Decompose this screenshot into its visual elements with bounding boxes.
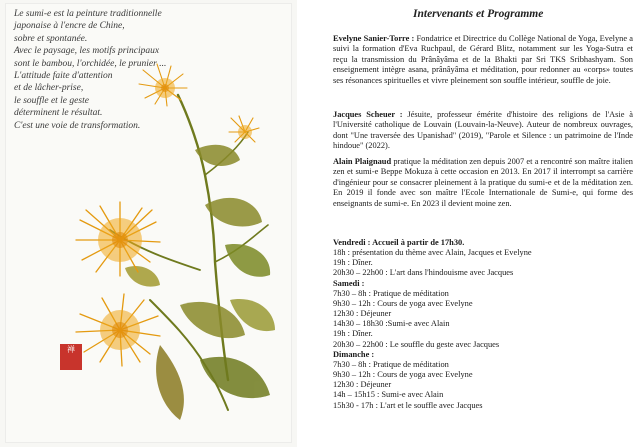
schedule-item: 12h30 : Déjeuner bbox=[333, 380, 392, 390]
bio-text: Jésuite, professeur émérite d'histoire des religions de l'Asie à l'Université catholique de Louvain (Louvain-la-Neuve). Auteur de nombreux ouvrages, dont "Une traversée des Upanishad" (2019), "Parole et Silence : un patrimoine de l'Inde hindoue" (2022). bbox=[333, 110, 633, 151]
schedule-day-heading: Samedi : bbox=[333, 278, 365, 288]
poem-text bbox=[14, 8, 214, 132]
poem-line: sobre et spontanée. bbox=[14, 33, 88, 44]
bio-alain bbox=[333, 157, 633, 209]
bio-name: Jacques Scheuer : bbox=[333, 110, 403, 119]
left-panel bbox=[0, 0, 297, 447]
poem-line: sont le bambou, l'orchidée, le prunier ... bbox=[14, 58, 167, 69]
poem-line: déterminent le résultat. bbox=[14, 108, 103, 119]
schedule-item: 20h30 – 22h00 : Le souffle du geste avec Jacques bbox=[333, 339, 500, 349]
schedule-item: 12h30 : Déjeuner bbox=[333, 309, 392, 319]
schedule-item: 9h30 – 12h : Cours de yoga avec Evelyne bbox=[333, 298, 473, 308]
poem-line: le souffle et le geste bbox=[14, 95, 89, 106]
schedule-item: 18h : présentation du thème avec Alain, Jacques et Evelyne bbox=[333, 248, 532, 258]
bio-text: Fondatrice et Directrice du Collège National de Yoga, Evelyne a suivi la formation d'Eva Ruchpaul, de Gérard Blitz, notamment sur les Yoga-Sutra et reçu la transmission du Prânâyâma et de la Bhakti par Sri TKS Sribhashyam. Son enseignement intègre asana, prânâyâma et méditation, pour redonner au «corps» toutes ses résonances spirituelles et vivre pleinement son souffle intérieur, souffle de joie. bbox=[333, 34, 633, 85]
schedule-item: 7h30 – 8h : Pratique de méditation bbox=[333, 288, 449, 298]
bio-jacques bbox=[333, 110, 633, 152]
schedule-item: 14h30 – 18h30 :Sumi-e avec Alain bbox=[333, 319, 450, 329]
poem-line: Avec le paysage, les motifs principaux bbox=[14, 46, 160, 57]
bio-name: Alain Plaignaud bbox=[333, 157, 392, 166]
bio-evelyne bbox=[333, 34, 633, 86]
poem-line: et de lâcher-prise, bbox=[14, 83, 84, 94]
right-panel bbox=[333, 0, 633, 447]
bio-name: Evelyne Sanier-Torre : bbox=[333, 34, 415, 43]
poem-line: Le sumi-e est la peinture traditionnelle bbox=[14, 9, 162, 19]
red-seal-stamp: 禅 bbox=[60, 344, 82, 370]
schedule-item: 20h30 – 22h00 : L'art dans l'hindouisme avec Jacques bbox=[333, 268, 514, 278]
poem-line: japonaise à l'encre de Chine, bbox=[14, 21, 125, 32]
schedule-item: 7h30 – 8h : Pratique de méditation bbox=[333, 359, 449, 369]
schedule-day-heading: Dimanche : bbox=[333, 349, 375, 359]
schedule-item: 19h : Dîner. bbox=[333, 329, 373, 339]
poem-line: C'est une voie de transformation. bbox=[14, 120, 141, 131]
schedule-day-heading: Vendredi : Accueil à partir de 17h30. bbox=[333, 238, 465, 247]
schedule bbox=[333, 238, 633, 411]
bio-text: pratique la méditation zen depuis 2007 et a rencontré son maître italien zen et sumi-e Beppe Mokuza à cette occasion en 2013. En 2017 il interrompt sa carrière d'ingénieur pour se consacrer pleinement à la pratique du sumi-e et de la méditation zen. En 2019 il fonde avec son maître l'Ecole Internationale de Sumi-e, qui forme des enseignants de sumi-e. En 2023 il devient moine zen. bbox=[333, 157, 633, 208]
schedule-item: 14h – 15h15 : Sumi-e avec Alain bbox=[333, 390, 444, 400]
page-title: Intervenants et Programme bbox=[413, 8, 544, 20]
schedule-item: 9h30 – 12h : Cours de yoga avec Evelyne bbox=[333, 370, 473, 380]
schedule-item: 19h : Dîner. bbox=[333, 258, 373, 268]
poem-line: L'attitude faite d'attention bbox=[14, 71, 113, 82]
schedule-item: 15h30 - 17h : L'art et le souffle avec Jacques bbox=[333, 400, 483, 410]
